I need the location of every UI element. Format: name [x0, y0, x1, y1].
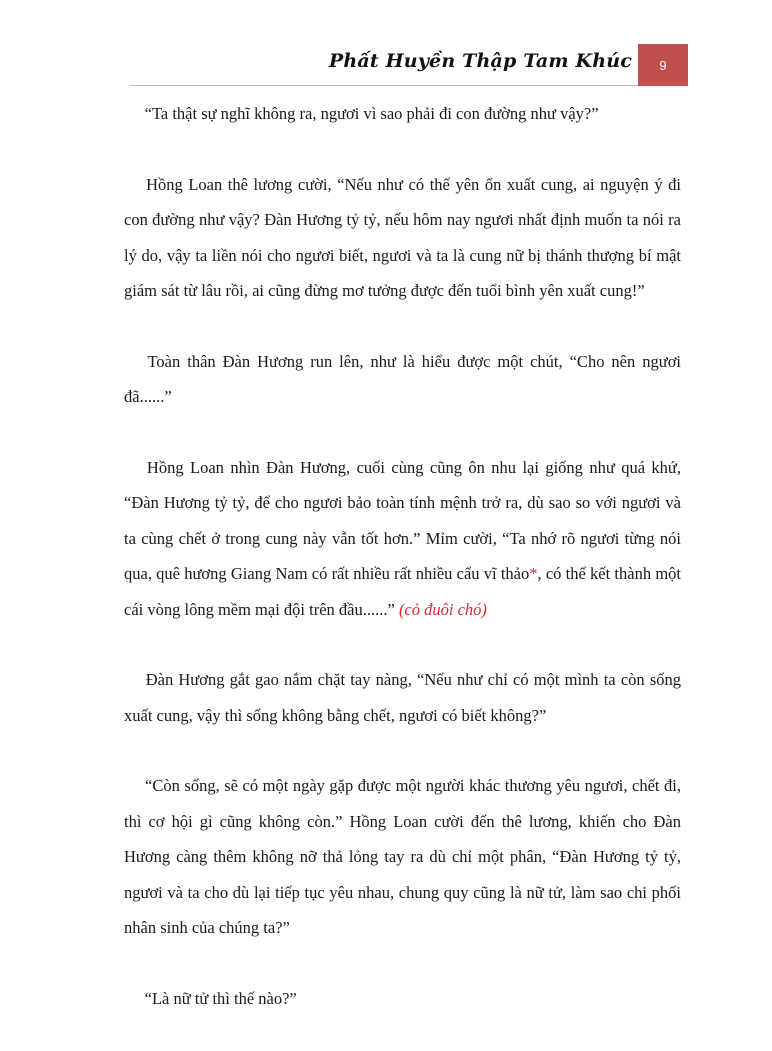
paragraph-7-text: “Là nữ tử thì thế nào?” [144, 988, 297, 1008]
footnote-marker: * [529, 564, 538, 583]
page-body [124, 96, 681, 1051]
paragraph-5-text: Đàn Hương gắt gao nắm chặt tay nàng, “Nếu như chỉ có một mình ta còn sống xuất cung, vậy thì sống không bằng chết, ngươi có biết không?” [124, 670, 682, 725]
paragraph-3 [124, 344, 681, 415]
book-title: Phất Huyền Thập Tam Khúc [328, 50, 632, 72]
page-header [0, 44, 772, 86]
paragraph-6-text: “Còn sống, sẽ có một ngày gặp được một người khác thương yêu ngươi, chết đi, thì cơ hội gì cũng không còn.” Hồng Loan cười đến thê lương, khiến cho Đàn Hương càng thêm không nỡ thả lỏng tay ra dù chỉ một phân, “Đàn Hương tỷ tỷ, ngươi và ta cho dù lại tiếp tục yêu nhau, chung quy cũng là nữ tử, làm sao chi phối nhân sinh của chúng ta?” [124, 776, 682, 937]
page-number-badge: 9 [638, 44, 688, 86]
paragraph-4-text-before: Hồng Loan nhìn Đàn Hương, cuối cùng cũng ôn nhu lại giống như quá khứ, “Đàn Hương tỷ tỷ, để cho ngươi bảo toàn tính mệnh trở ra, dù sao so với ngươi và ta cùng chết ở trong cung này vẫn tốt hơn.” Mỉm cười, “Ta nhớ rõ ngươi từng nói qua, quê hương Giang Nam có rất nhiều rất nhiều cẩu vĩ thảo [124, 457, 681, 583]
paragraph-3-text: Toàn thân Đàn Hương run lên, như là hiểu được một chút, “Cho nên ngươi đã......” [124, 351, 681, 406]
paragraph-4 [124, 450, 681, 628]
header-divider [130, 85, 638, 86]
paragraph-5 [124, 662, 681, 733]
paragraph-2-text: Hồng Loan thê lương cười, “Nếu như có thể yên ổn xuất cung, ai nguyện ý đi con đường như vậy? Đàn Hương tỷ tỷ, nếu hôm nay ngươi nhất định muốn ta nói ra lý do, vậy ta liền nói cho ngươi biết, ngươi và ta là cung nữ bị thánh thượng bí mật giám sát từ lâu rồi, ai cũng đừng mơ tưởng được đến tuổi bình yên xuất cung!” [124, 174, 681, 300]
paragraph-1 [124, 96, 681, 132]
paragraph-2 [124, 167, 681, 309]
paragraph-4-text-after: , có thể kết thành một cái vòng lông mềm mại đội trên đầu......” [124, 564, 681, 619]
paragraph-1-text: “Ta thật sự nghĩ không ra, ngươi vì sao phải đi con đường như vậy?” [144, 104, 599, 123]
translator-annotation: (cỏ đuôi chó) [398, 599, 487, 619]
paragraph-6 [124, 768, 681, 946]
paragraph-7 [124, 981, 681, 1017]
